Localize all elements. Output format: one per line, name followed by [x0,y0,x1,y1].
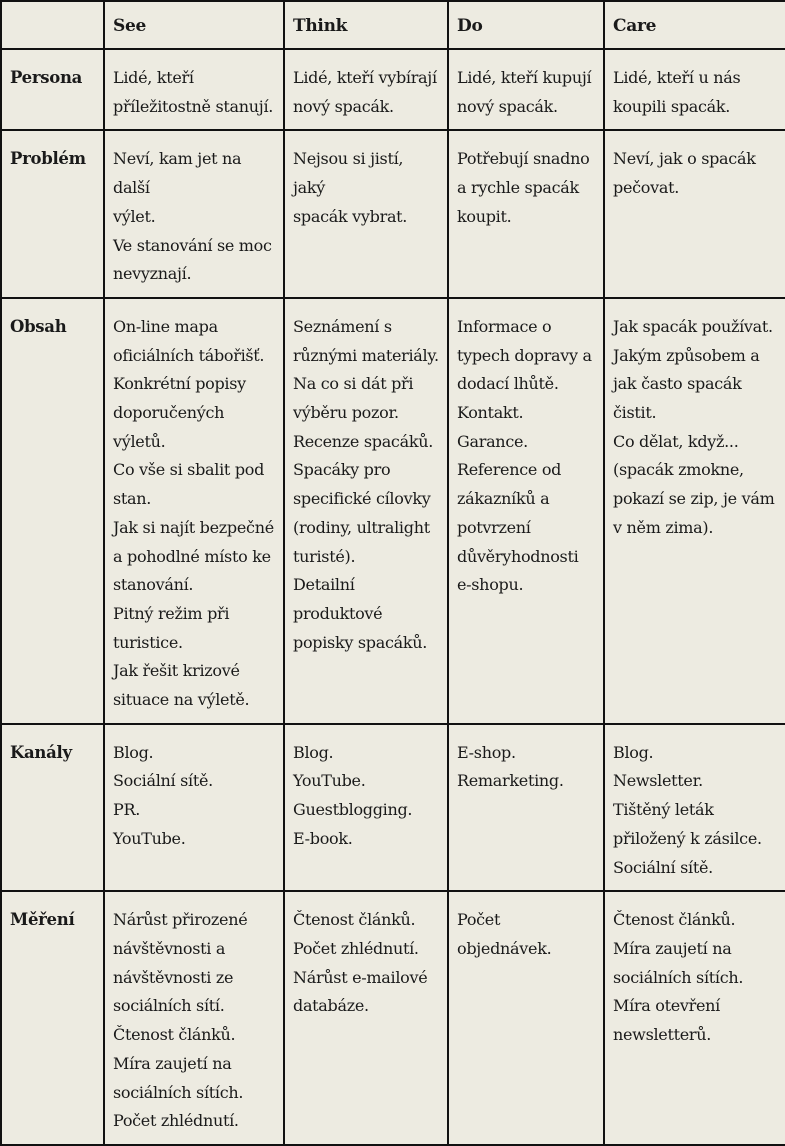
table-row [1,130,785,298]
table-row [1,891,785,1145]
cell-line: E-shop. [457,742,516,762]
cell-care [604,298,785,724]
cell-line: Remarketing. [457,771,564,791]
cell-line: Detailní [293,575,355,595]
header-row [1,1,785,49]
row-label: Obsah [1,298,104,724]
cell-do [448,49,604,130]
header-corner-cell [1,1,104,49]
cell-line: pečovat. [613,178,679,198]
cell-line: zákazníků a [457,489,550,509]
cell-line: On-line mapa [113,316,218,336]
cell-line: Nárůst přirozené [113,910,248,930]
cell-line: Sociální sítě. [113,771,213,791]
cell-line: Čtenost článků. [293,910,416,930]
cell-line: sociálních sítích. [113,1082,244,1102]
cell-line: Blog. [613,742,654,762]
cell-line: Neví, kam jet na další [113,149,242,198]
cell-line: pokazí se zip, je vám [613,489,775,509]
cell-line: Míra zaujetí na [113,1053,232,1073]
cell-line: doporučených [113,403,225,423]
cell-line: a rychle spacák [457,178,579,198]
table-row [1,724,785,892]
cell-line: (rodiny, ultralight [293,517,430,537]
cell-line: výlet. [113,206,156,226]
cell-line: typech dopravy a [457,345,592,365]
cell-line: Míra zaujetí na [613,938,732,958]
cell-line: koupit. [457,206,512,226]
cell-line: specifické cílovky [293,489,431,509]
cell-line: sociálních sítí. [113,996,225,1016]
cell-line: stan. [113,489,152,509]
cell-line: Jak si najít bezpečné [113,517,274,537]
cell-care [604,891,785,1145]
cell-care [604,724,785,892]
cell-line: turisté). [293,546,356,566]
table-row [1,298,785,724]
cell-think [284,298,448,724]
cell-line: (spacák zmokne, [613,460,744,480]
cell-line: výletů. [113,431,166,451]
cell-line: turistice. [113,632,183,652]
row-label: Persona [1,49,104,130]
cell-line: Ve stanování se moc [113,235,272,255]
cell-line: výběru pozor. [293,403,399,423]
cell-line: objednávek. [457,938,552,958]
cell-line: příležitostně stanují. [113,96,274,116]
cell-care [604,49,785,130]
cell-care [604,130,785,298]
cell-see [104,891,284,1145]
cell-line: Tištěný leták [613,800,714,820]
cell-line: Lidé, kteří kupují [457,68,592,87]
cell-line: důvěryhodnosti [457,546,579,566]
cell-line: Pitný režim při [113,603,230,623]
cell-see [104,49,284,130]
cell-do [448,130,604,298]
cell-line: Na co si dát při [293,374,414,394]
header-see: See [104,1,284,49]
cell-think [284,891,448,1145]
cell-line: stanování. [113,575,194,595]
cell-line: Newsletter. [613,771,703,791]
cell-line: e-shopu. [457,575,524,595]
cell-line: Počet zhlédnutí. [293,938,419,958]
cell-line: Kontakt. [457,403,524,423]
row-label: Problém [1,130,104,298]
cell-line: spacák vybrat. [293,206,408,226]
cell-line: Lidé, kteří vybírají [293,68,437,87]
cell-line: Jak řešit krizové [113,661,240,681]
cell-line: popisky spacáků. [293,632,428,652]
cell-line: Konkrétní popisy [113,374,246,394]
cell-line: Garance. [457,431,528,451]
cell-line: sociálních sítích. [613,967,744,987]
cell-see [104,298,284,724]
cell-line: Seznámení s [293,316,392,336]
cell-line: YouTube. [293,771,366,791]
cell-line: Potřebují snadno [457,149,590,169]
table-row [1,49,785,130]
cell-line: nevyznají. [113,264,192,284]
cell-line: a pohodlné místo ke [113,546,271,566]
cell-line: produktové [293,603,383,623]
cell-line: jak často spacák [613,374,742,394]
cell-do [448,891,604,1145]
cell-line: Recenze spacáků. [293,431,434,451]
cell-think [284,130,448,298]
header-care: Care [604,1,785,49]
cell-line: Čtenost článků. [113,1025,236,1045]
cell-line: Lidé, kteří [113,68,194,87]
cell-line: Sociální sítě. [613,857,713,877]
header-do: Do [448,1,604,49]
cell-line: návštěvnosti ze [113,967,234,987]
cell-do [448,298,604,724]
cell-line: Nárůst e-mailové [293,967,428,987]
cell-line: různými materiály. [293,345,439,365]
cell-line: potvrzení [457,517,531,537]
cell-line: návštěvnosti a [113,938,226,958]
cell-line: Co vše si sbalit pod [113,460,265,480]
cell-line: databáze. [293,996,369,1016]
cell-line: dodací lhůtě. [457,374,559,394]
cell-line: oficiálních tábořišť. [113,345,265,365]
row-label: Měření [1,891,104,1145]
cell-line: přiložený k zásilce. [613,828,762,848]
cell-think [284,49,448,130]
cell-line: koupili spacák. [613,96,731,116]
cell-line: Jakým způsobem a [613,345,760,365]
cell-line: E-book. [293,828,353,848]
cell-line: Spacáky pro [293,460,391,480]
cell-line: Guestblogging. [293,800,413,820]
cell-line: Informace o [457,316,552,336]
cell-line: Neví, jak o spacák [613,149,756,169]
cell-line: PR. [113,800,140,820]
cell-line: nový spacák. [457,96,558,116]
cell-line: nový spacák. [293,96,394,116]
cell-think [284,724,448,892]
cell-do [448,724,604,892]
cell-line: Počet [457,910,501,930]
cell-line: Čtenost článků. [613,910,736,930]
header-think: Think [284,1,448,49]
cell-line: Reference od [457,460,562,480]
cell-line: YouTube. [113,828,186,848]
cell-line: Co dělat, když... [613,431,739,451]
cell-line: newsletterů. [613,1025,712,1045]
cell-line: Blog. [113,742,154,762]
cell-line: v něm zima). [613,517,714,537]
cell-line: Blog. [293,742,334,762]
cell-line: situace na výletě. [113,690,250,710]
cell-line: čistit. [613,403,657,423]
cell-line: Nejsou si jistí, jaký [293,149,404,198]
cell-line: Počet zhlédnutí. [113,1111,239,1131]
cell-line: Lidé, kteří u nás [613,68,741,87]
cell-see [104,724,284,892]
row-label: Kanály [1,724,104,892]
cell-line: Míra otevření [613,996,720,1016]
cell-see [104,130,284,298]
cell-line: Jak spacák používat. [613,316,773,336]
